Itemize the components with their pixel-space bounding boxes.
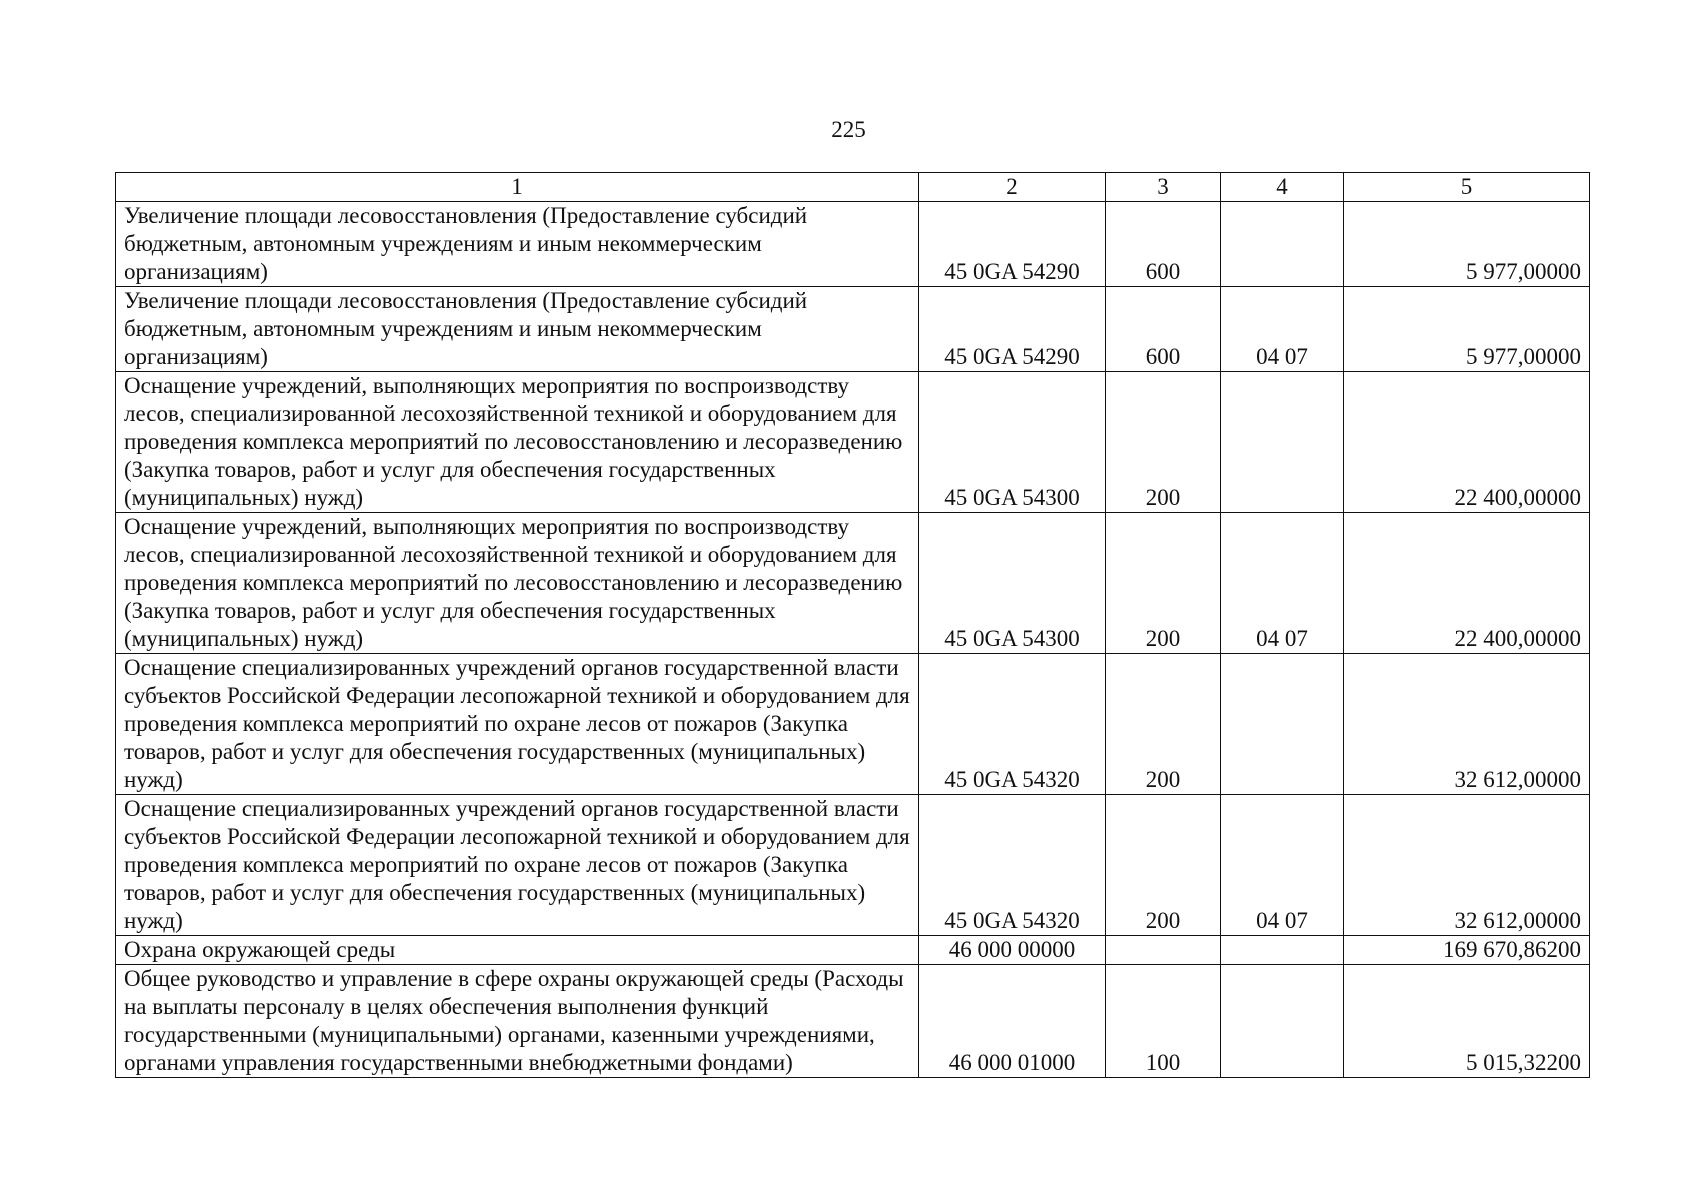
table-row bbox=[116, 513, 1590, 654]
row-code: 45 0GA 54290 bbox=[919, 202, 1106, 287]
row-type: 200 bbox=[1106, 654, 1221, 795]
row-section: 04 07 bbox=[1221, 513, 1344, 654]
row-name: Оснащение специализированных учреждений органов государственной власти субъектов Российской Федерации лесопожарной техникой и оборудованием для проведения комплекса мероприятий по охране лесов от пожаров (Закупка товаров, работ и услуг для обеспечения государственных (муниципальных) нужд) bbox=[116, 795, 919, 936]
row-amount: 22 400,00000 bbox=[1344, 513, 1590, 654]
row-amount: 169 670,86200 bbox=[1344, 936, 1590, 965]
row-type: 100 bbox=[1106, 965, 1221, 1078]
row-name: Оснащение учреждений, выполняющих мероприятия по воспроизводству лесов, специализированной лесохозяйственной техникой и оборудованием для проведения комплекса мероприятий по лесовосстановлению и лесоразведению (Закупка товаров, работ и услуг для обеспечения государственных (муниципальных) нужд) bbox=[116, 513, 919, 654]
row-type: 200 bbox=[1106, 513, 1221, 654]
column-header-2: 2 bbox=[919, 173, 1106, 202]
table-row bbox=[116, 287, 1590, 372]
row-amount: 32 612,00000 bbox=[1344, 795, 1590, 936]
row-amount: 5 977,00000 bbox=[1344, 202, 1590, 287]
row-name: Оснащение учреждений, выполняющих мероприятия по воспроизводству лесов, специализированной лесохозяйственной техникой и оборудованием для проведения комплекса мероприятий по лесовосстановлению и лесоразведению (Закупка товаров, работ и услуг для обеспечения государственных (муниципальных) нужд) bbox=[116, 372, 919, 513]
row-name: Охрана окружающей среды bbox=[116, 936, 919, 965]
row-type: 200 bbox=[1106, 795, 1221, 936]
row-code: 45 0GA 54300 bbox=[919, 513, 1106, 654]
row-type: 600 bbox=[1106, 287, 1221, 372]
table-row bbox=[116, 372, 1590, 513]
row-name: Увеличение площади лесовосстановления (Предоставление субсидий бюджетным, автономным учреждениям и иным некоммерческим организациям) bbox=[116, 202, 919, 287]
column-header-5: 5 bbox=[1344, 173, 1590, 202]
table-header-row bbox=[116, 173, 1590, 202]
table-row bbox=[116, 654, 1590, 795]
row-amount: 5 015,32200 bbox=[1344, 965, 1590, 1078]
row-section bbox=[1221, 202, 1344, 287]
row-type: 600 bbox=[1106, 202, 1221, 287]
row-section bbox=[1221, 654, 1344, 795]
row-code: 46 000 01000 bbox=[919, 965, 1106, 1078]
page-number: 225 bbox=[831, 117, 866, 142]
row-type: 200 bbox=[1106, 372, 1221, 513]
column-header-1: 1 bbox=[116, 173, 919, 202]
row-amount: 22 400,00000 bbox=[1344, 372, 1590, 513]
row-name: Оснащение специализированных учреждений органов государственной власти субъектов Российской Федерации лесопожарной техникой и оборудованием для проведения комплекса мероприятий по охране лесов от пожаров (Закупка товаров, работ и услуг для обеспечения государственных (муниципальных) нужд) bbox=[116, 654, 919, 795]
column-header-4: 4 bbox=[1221, 173, 1344, 202]
row-code: 45 0GA 54290 bbox=[919, 287, 1106, 372]
column-header-3: 3 bbox=[1106, 173, 1221, 202]
row-name: Увеличение площади лесовосстановления (Предоставление субсидий бюджетным, автономным учреждениям и иным некоммерческим организациям) bbox=[116, 287, 919, 372]
row-section bbox=[1221, 965, 1344, 1078]
row-name: Общее руководство и управление в сфере охраны окружающей среды (Расходы на выплаты персоналу в целях обеспечения выполнения функций государственными (муниципальными) органами, казенными учреждениями, органами управления государственными внебюджетными фондами) bbox=[116, 965, 919, 1078]
row-code: 45 0GA 54320 bbox=[919, 795, 1106, 936]
row-section: 04 07 bbox=[1221, 795, 1344, 936]
row-section bbox=[1221, 372, 1344, 513]
row-section: 04 07 bbox=[1221, 287, 1344, 372]
row-code: 45 0GA 54320 bbox=[919, 654, 1106, 795]
row-code: 46 000 00000 bbox=[919, 936, 1106, 965]
row-amount: 5 977,00000 bbox=[1344, 287, 1590, 372]
table-row bbox=[116, 936, 1590, 965]
table-row bbox=[116, 965, 1590, 1078]
table-row bbox=[116, 795, 1590, 936]
row-section bbox=[1221, 936, 1344, 965]
table-row bbox=[116, 202, 1590, 287]
budget-table bbox=[115, 172, 1590, 1078]
row-type bbox=[1106, 936, 1221, 965]
row-code: 45 0GA 54300 bbox=[919, 372, 1106, 513]
row-amount: 32 612,00000 bbox=[1344, 654, 1590, 795]
